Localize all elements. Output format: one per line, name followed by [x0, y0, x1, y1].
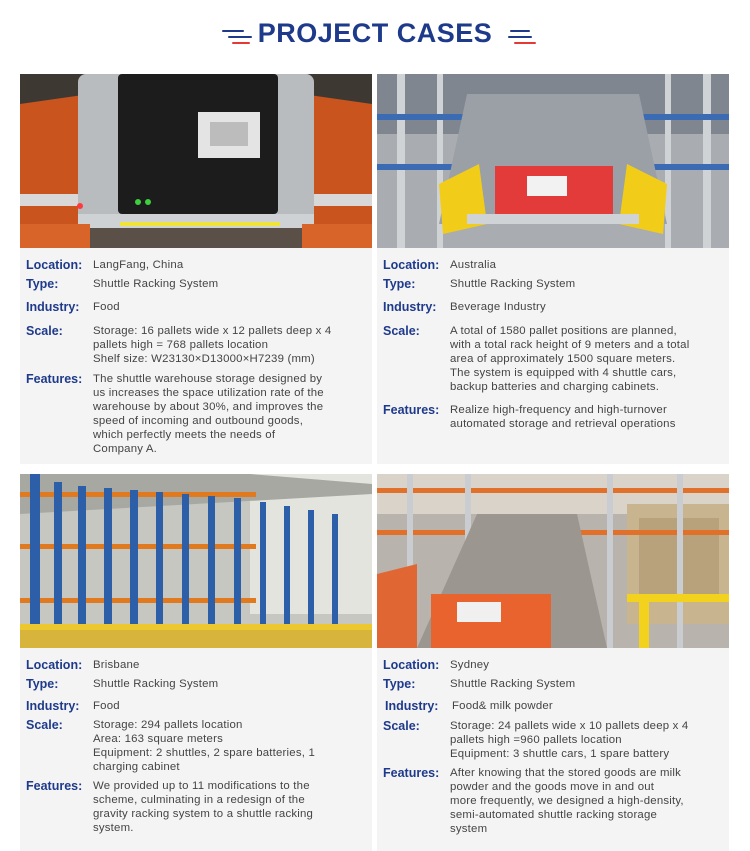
project-photo — [377, 74, 729, 248]
location-value: Australia — [450, 259, 497, 271]
location-label: Location: — [383, 658, 440, 672]
location-value: Brisbane — [93, 659, 140, 671]
type-label: Type: — [26, 677, 59, 691]
type-label: Type: — [26, 277, 59, 291]
type-label: Type: — [383, 277, 416, 291]
location-value: LangFang, China — [93, 259, 184, 271]
scale-label: Scale: — [26, 324, 63, 338]
features-label: Features: — [26, 372, 83, 386]
section-header — [0, 0, 750, 74]
location-label: Location: — [26, 258, 83, 272]
type-value: Shuttle Racking System — [93, 278, 219, 290]
type-value: Shuttle Racking System — [450, 278, 576, 290]
project-photo — [20, 474, 372, 648]
title-decoration-right — [508, 30, 538, 44]
scale-label: Scale: — [383, 719, 420, 733]
scale-value: Storage: 16 pallets wide x 12 pallets deep x 4 pallets high = 768 pallets location Shelf size: W23130×D13000×H7239 (mm) — [93, 325, 332, 365]
page-title: PROJECT CASES — [257, 18, 493, 48]
scale-value: A total of 1580 pallet positions are planned, with a total rack height of 9 meters and a total area of approximately 1500 square meters. The system is equipped with 4 shuttle cars, backup batteries and charging cabinets. — [450, 325, 690, 393]
features-label: Features: — [26, 779, 83, 793]
features-value: Realize high-frequency and high-turnover automated storage and retrieval operations — [450, 404, 676, 430]
scale-label: Scale: — [26, 718, 63, 732]
location-value: Sydney — [450, 659, 490, 671]
industry-label: Industry: — [26, 300, 80, 314]
project-photo — [20, 74, 372, 248]
industry-value: Beverage Industry — [450, 301, 546, 313]
industry-value: Food — [93, 301, 120, 313]
location-label: Location: — [26, 658, 83, 672]
type-label: Type: — [383, 677, 416, 691]
project-case-card — [377, 74, 729, 464]
industry-label: Industry: — [385, 699, 439, 713]
industry-label: Industry: — [26, 699, 80, 713]
scale-value: Storage: 24 pallets wide x 10 pallets deep x 4 pallets high =960 pallets location Equipment: 3 shuttle cars, 1 spare battery — [450, 720, 689, 760]
project-photo — [377, 474, 729, 648]
features-value: The shuttle warehouse storage designed by us increases the space utilization rate of the warehouse by about 30%, and improves the speed of incoming and outbound goods, which perfectly meets the needs of Company A. — [93, 373, 324, 455]
scale-value: Storage: 294 pallets location Area: 163 square meters Equipment: 2 shuttles, 2 spare batteries, 1 charging cabinet — [93, 719, 315, 773]
industry-value: Food — [93, 700, 120, 712]
type-value: Shuttle Racking System — [450, 678, 576, 690]
type-value: Shuttle Racking System — [93, 678, 219, 690]
industry-value: Food& milk powder — [452, 700, 553, 712]
scale-label: Scale: — [383, 324, 420, 338]
features-value: We provided up to 11 modifications to the scheme, culminating in a redesign of the gravity racking system to a shuttle racking system. — [93, 780, 314, 834]
features-label: Features: — [383, 403, 440, 417]
project-case-card — [20, 74, 372, 464]
project-case-card — [377, 474, 729, 851]
location-label: Location: — [383, 258, 440, 272]
features-label: Features: — [383, 766, 440, 780]
industry-label: Industry: — [383, 300, 437, 314]
features-value: After knowing that the stored goods are milk powder and the goods move in and out more frequently, we designed a high-density, semi-automated shuttle racking storage system — [450, 767, 684, 835]
project-case-card — [20, 474, 372, 851]
